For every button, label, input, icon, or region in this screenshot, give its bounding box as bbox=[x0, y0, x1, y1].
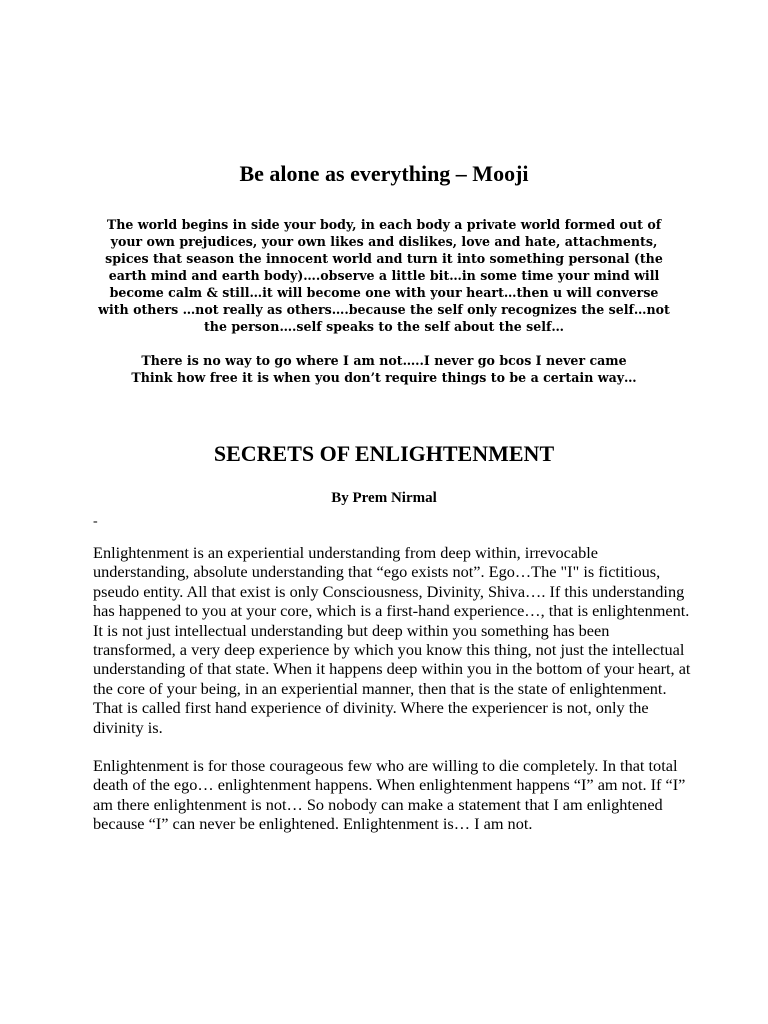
mooji-intro-line-1: There is no way to go where I am not…..I never go bcos I never came bbox=[141, 353, 627, 368]
author-byline: By Prem Nirmal bbox=[331, 490, 437, 506]
mooji-intro-line-2: Think how free it is when you don’t require things to be a certain way… bbox=[131, 370, 637, 385]
dash-mark: - bbox=[93, 514, 98, 529]
mooji-intro-paragraph: The world begins in side your body, in each body a private world formed out of your own prejudices, your own likes and dislikes, love and hate, attachments, spices that season the innocent world and turn it into something personal (the earth mind and earth body)….observe a little bit…in some time your mind will become calm & still…it will become one with your heart…then u will converse with others …not really as others….because the self only recognizes the self…not the person….self speaks to the self about the self… bbox=[98, 217, 670, 334]
enlightenment-body bbox=[93, 543, 693, 834]
secrets-title: SECRETS OF ENLIGHTENMENT bbox=[213, 441, 555, 466]
mooji-title: Be alone as everything – Mooji bbox=[239, 161, 529, 186]
body-paragraph-1: Enlightenment is an experiential understanding from deep within, irrevocable understanding, absolute understanding that “ego exists not”. Ego…The "I" is fictitious, pseudo entity. All that exist is only Consciousness, Divinity, Shiva…. If this understanding has happened to you at your core, which is a first-hand experience…, that is enlightenment. It is not just intellectual understanding but deep within you something has been transformed, a very deep experience by which you know this thing, not just the intellectual understanding of that state. When it happens deep within you in the bottom of your heart, at the core of your being, in an experiential manner, then that is the state of enlightenment. That is called first hand experience of divinity. Where the experiencer is not, only the divinity is. bbox=[93, 543, 691, 737]
mooji-intro bbox=[96, 216, 672, 386]
body-paragraph-2: Enlightenment is for those courageous few who are willing to die completely. In that total death of the ego… enlightenment happens. When enlightenment happens “I” am not. If “I” am there enlightenment is not… So nobody can make a statement that I am enlightened because “I” can never be enlightened. Enlightenment is… I am not. bbox=[93, 756, 686, 834]
